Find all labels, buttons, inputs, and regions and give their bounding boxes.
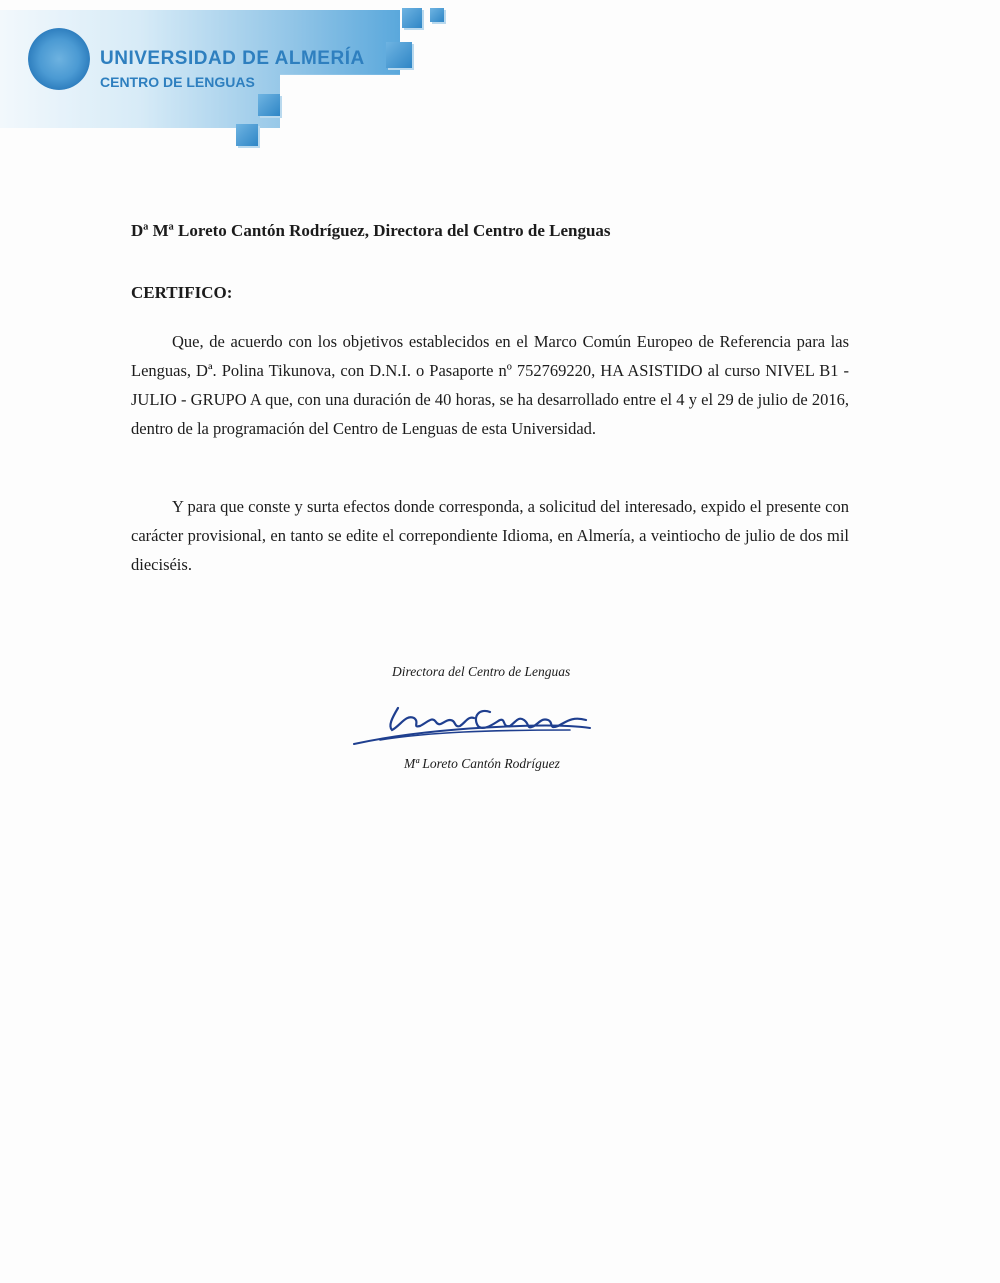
handwritten-signature-icon	[340, 682, 610, 752]
decorative-square	[236, 124, 258, 146]
decorative-square	[402, 8, 422, 28]
letterhead	[0, 0, 460, 160]
certificate-paragraph-1: Que, de acuerdo con los objetivos establecidos en el Marco Común Europeo de Referencia para las Lenguas, Dª. Polina Tikunova, con D.N.I. o Pasaporte nº 752769220, HA ASISTIDO al curso NIVEL B1 - JULIO - GRUPO A que, con una duración de 40 horas, se ha desarrollado entre el 4 y el 29 de julio de 2016, dentro de la programación del Centro de Lenguas de esta Universidad.	[131, 332, 849, 438]
university-seal-icon	[28, 28, 90, 90]
signature-block	[340, 660, 610, 780]
decorative-square	[430, 8, 444, 22]
signatory-name: Mª Loreto Cantón Rodríguez	[404, 756, 560, 771]
institution-name: UNIVERSIDAD DE ALMERÍA	[100, 48, 365, 69]
signatory-role: Directora del Centro de Lenguas	[392, 664, 571, 679]
decorative-square	[386, 42, 412, 68]
department-name: CENTRO DE LENGUAS	[100, 74, 255, 90]
certificate-paragraph-2: Y para que conste y surta efectos donde corresponda, a solicitud del interesado, expido el presente con carácter provisional, en tanto se edite el correpondiente Idioma, en Almería, a veintiocho de julio de dos mil dieciséis.	[131, 497, 849, 574]
decorative-square	[258, 94, 280, 116]
certifico-label: CERTIFICO:	[131, 283, 233, 302]
document-heading: Dª Mª Loreto Cantón Rodríguez, Directora del Centro de Lenguas	[131, 221, 611, 240]
